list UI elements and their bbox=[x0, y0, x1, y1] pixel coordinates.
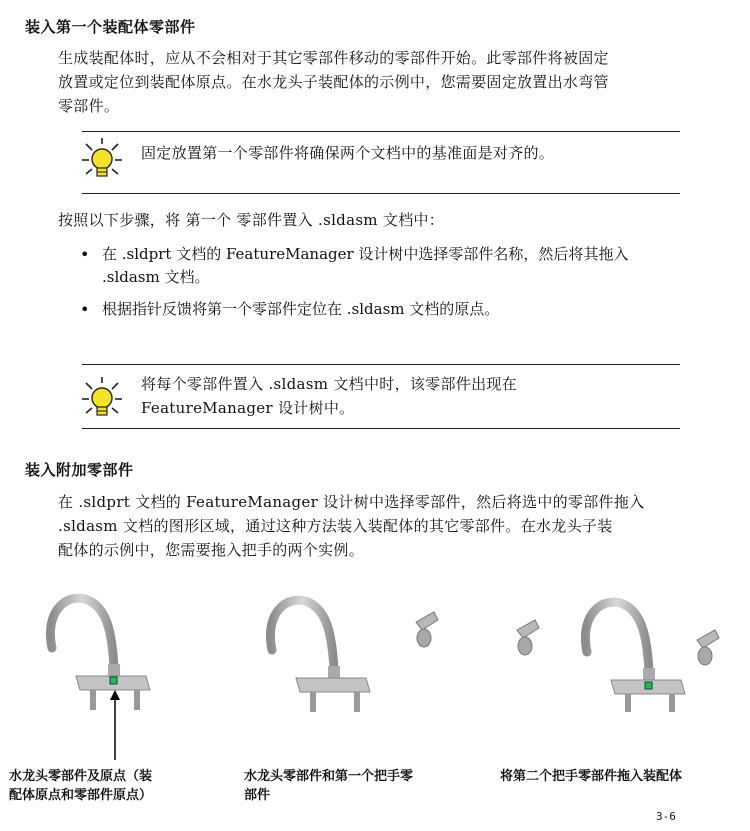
bullet-line: .sldasm 文档。 bbox=[102, 268, 210, 286]
tip2-line: FeatureManager 设计树中。 bbox=[141, 399, 355, 417]
section1-heading: 装入第一个装配体零部件 bbox=[25, 18, 196, 36]
tip1-top-rule bbox=[82, 131, 680, 132]
para-line: 生成装配体时，应从不会相对于其它零部件移动的零部件开始。此零部件将被固定 bbox=[58, 49, 609, 67]
handle-part bbox=[416, 612, 438, 647]
bullet-line: 根据指针反馈将第一个零部件定位在 .sldasm 文档的原点。 bbox=[102, 300, 500, 318]
section2-heading: 装入附加零部件 bbox=[25, 461, 134, 479]
section2-paragraph bbox=[58, 490, 644, 562]
bullet-dot-icon: • bbox=[80, 300, 90, 319]
handle-part bbox=[697, 630, 719, 665]
lightbulb-icon bbox=[82, 138, 122, 182]
para-line: 零部件。 bbox=[58, 97, 120, 115]
origin-marker bbox=[645, 682, 652, 689]
faucet-figure-1 bbox=[30, 590, 160, 720]
caption-line: 水龙头零部件和第一个把手零 bbox=[244, 769, 414, 784]
list-item bbox=[80, 298, 730, 321]
tip2-bottom-rule bbox=[82, 428, 680, 429]
faucet-figure-3 bbox=[505, 590, 735, 720]
figure-caption-2 bbox=[244, 767, 413, 805]
bullet-dot-icon: • bbox=[80, 245, 90, 264]
caption-line: 部件 bbox=[244, 788, 271, 803]
faucet-figure-2 bbox=[250, 590, 450, 720]
tip2-text bbox=[141, 372, 517, 420]
caption-line: 配体原点和零部件原点） bbox=[9, 788, 153, 803]
caption-line: 水龙头零部件及原点（装 bbox=[9, 769, 153, 784]
handle-part bbox=[517, 620, 539, 655]
page-number: 3-6 bbox=[656, 810, 676, 823]
para-line: 配体的示例中，您需要拖入把手的两个实例。 bbox=[58, 541, 365, 559]
lightbulb-icon bbox=[82, 377, 122, 421]
tip2-line: 将每个零部件置入 .sldasm 文档中时，该零部件出现在 bbox=[141, 375, 517, 393]
origin-marker bbox=[110, 677, 117, 684]
section1-paragraph bbox=[58, 46, 609, 118]
para-line: 在 .sldprt 文档的 FeatureManager 设计树中选择零部件，然后将选中的零部件拖入 bbox=[58, 493, 645, 511]
tip1-bottom-rule bbox=[82, 193, 680, 194]
figure-caption-3: 将第二个把手零部件拖入装配体 bbox=[500, 769, 683, 784]
tip1-text: 固定放置第一个零部件将确保两个文档中的基准面是对齐的。 bbox=[141, 144, 555, 162]
para-line: 放置或定位到装配体原点。在水龙头子装配体的示例中，您需要固定放置出水弯管 bbox=[58, 73, 609, 91]
para-line: .sldasm 文档的图形区域，通过这种方法装入装配体的其它零部件。在水龙头子装 bbox=[58, 517, 613, 535]
tip2-top-rule bbox=[82, 364, 680, 365]
origin-arrow bbox=[110, 690, 120, 760]
steps-intro: 按照以下步骤，将 第一个 零部件置入 .sldasm 文档中： bbox=[58, 211, 445, 229]
bullet-line: 在 .sldprt 文档的 FeatureManager 设计树中选择零部件名称，然后将其拖入 bbox=[102, 245, 629, 263]
figure-caption-1 bbox=[9, 767, 152, 805]
list-item bbox=[80, 243, 730, 289]
